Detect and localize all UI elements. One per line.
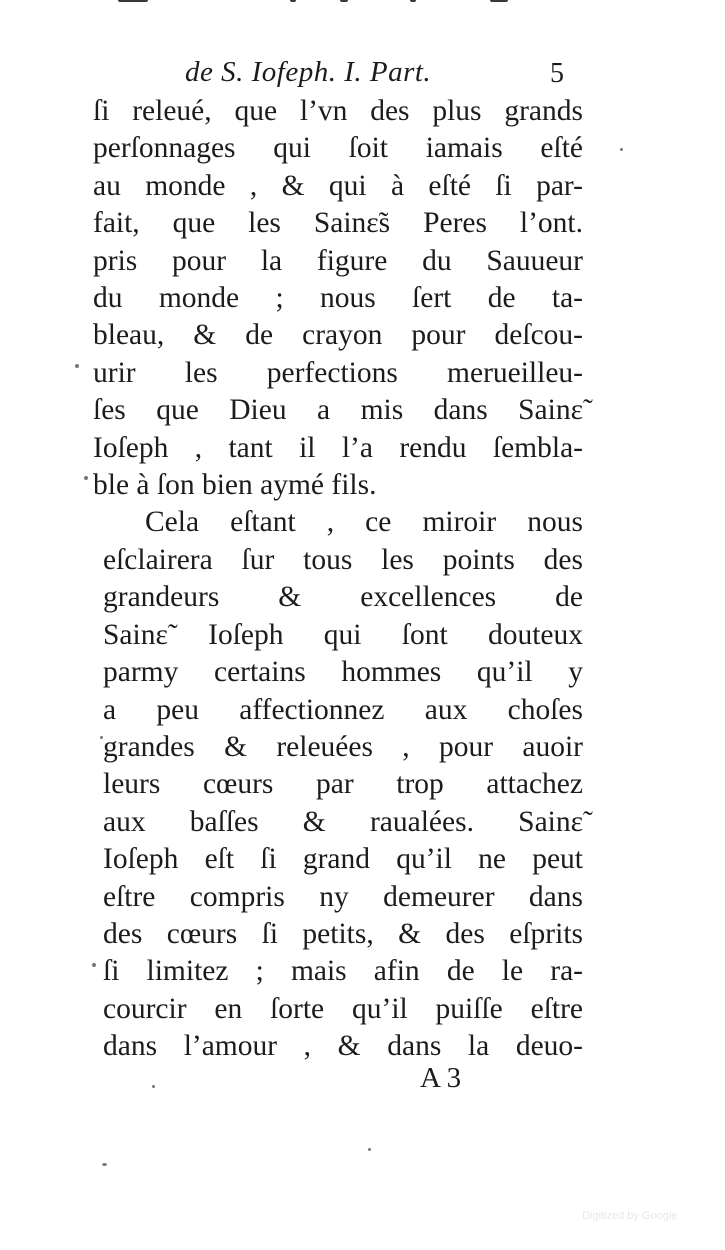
- text-line: courcir en ſorte qu’il puiſſe eſtre: [103, 992, 583, 1025]
- text-line: fait, que les Sainɛ̃s Peres l’ont.: [93, 207, 583, 240]
- text-line: Ioſeph , tant il l’a rendu ſembla-: [93, 431, 583, 464]
- paper-speck: [620, 148, 623, 151]
- running-head: de S. Iofeph. I. Part.: [185, 56, 432, 88]
- signature-mark: A 3: [420, 1062, 462, 1094]
- paper-speck: [102, 1163, 107, 1166]
- paragraph-first-line: Cela eſtant , ce miroir nous: [145, 506, 583, 539]
- text-line: urir les perfections merueilleu-: [93, 356, 583, 389]
- text-line: parmy certains hommes qu’il y: [103, 656, 583, 689]
- text-line: aux baſſes & raualées. Sainɛ̃: [103, 805, 583, 838]
- text-line: grandes & releuées , pour auoir: [103, 730, 583, 763]
- paper-speck: [100, 736, 103, 739]
- previous-page-bleed-through: [110, 0, 530, 10]
- text-line: eſclairera ſur tous les points des: [103, 543, 583, 576]
- text-line: a peu affectionnez aux choſes: [103, 693, 583, 726]
- text-line: leurs cœurs par trop attachez: [103, 768, 583, 801]
- scan-watermark: Digitized by Google: [582, 1210, 678, 1222]
- paper-speck: [75, 364, 79, 368]
- text-line: au monde , & qui à eſté ſi par-: [93, 169, 583, 202]
- text-line: Ioſeph eſt ſi grand qu’il ne peut: [103, 843, 583, 876]
- text-line: ſi limitez ; mais afin de le ra-: [103, 955, 583, 988]
- text-line: ſes que Dieu a mis dans Sainɛ̃: [93, 394, 583, 427]
- text-line: des cœurs ſi petits, & des eſprits: [103, 917, 583, 950]
- text-line: Sainɛ̃ Ioſeph qui ſont douteux: [103, 618, 583, 651]
- text-line: eſtre compris ny demeurer dans: [103, 880, 583, 913]
- paper-speck: [152, 1085, 155, 1088]
- text-line: dans l’amour , & dans la deuo-: [103, 1030, 583, 1063]
- paragraph-end-line: ble à ſon bien aymé fils.: [93, 469, 377, 502]
- page-number: 5: [550, 58, 564, 89]
- body-text: [93, 93, 583, 1066]
- text-line: du monde ; nous ſert de ta-: [93, 282, 583, 315]
- text-line: ſi releué, que l’vn des plus grands: [93, 95, 583, 127]
- text-line: bleau, & de crayon pour deſcou-: [93, 319, 583, 352]
- text-line: perſonnages qui ſoit iamais eſté: [93, 132, 583, 165]
- text-line: pris pour la figure du Sauueur: [93, 244, 583, 277]
- paper-speck: [84, 476, 88, 480]
- paper-speck: [368, 1148, 371, 1151]
- text-line: grandeurs & excellences de: [103, 581, 583, 614]
- paper-speck: [92, 963, 96, 967]
